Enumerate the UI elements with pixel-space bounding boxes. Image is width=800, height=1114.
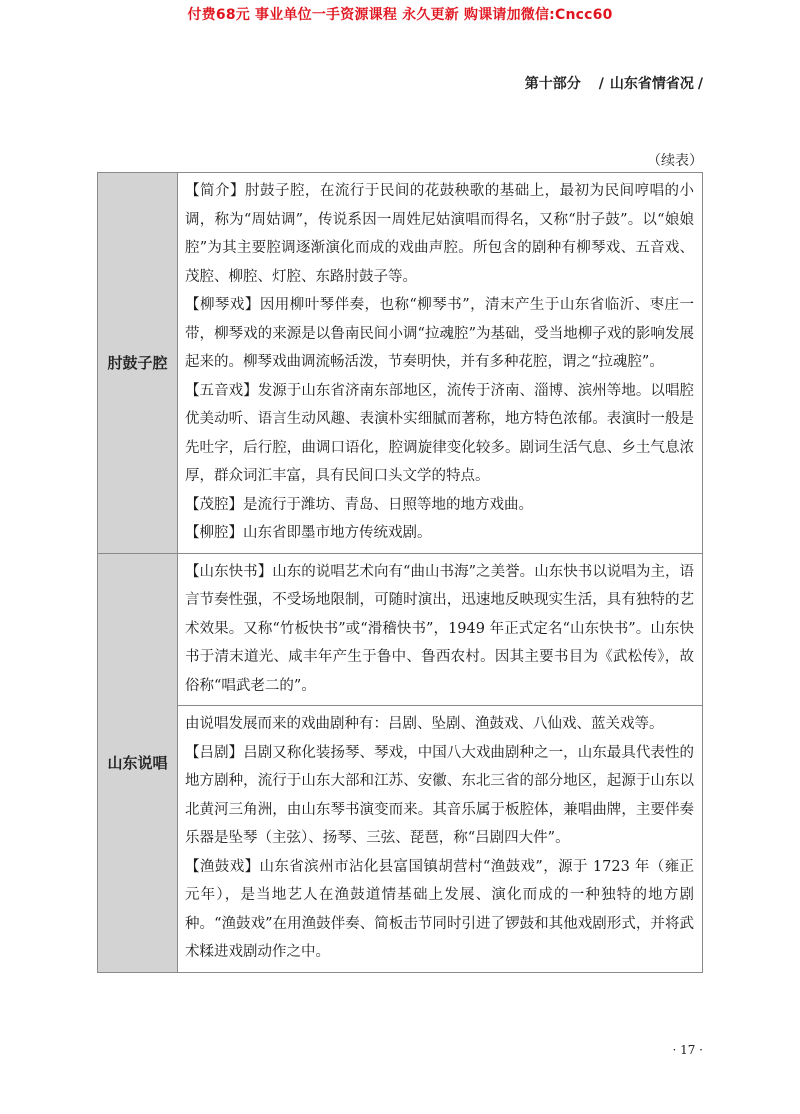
entry-tag: 【渔鼓戏】 — [185, 858, 260, 875]
entry-tag: 【简介】 — [185, 183, 245, 199]
entry-text: 山东省滨州市沾化县富国镇胡营村“渔鼓戏”，源于 1723 年（雍正元年），是当地艺人在渔鼓道情基础上发展、演化而成的一种独特的地方剧种。“渔鼓戏”在用渔鼓伴奏、简板击节同时引进了锣鼓和其他戏剧形式，并将武术糅进戏剧动作之中。 — [185, 858, 695, 960]
entry-paragraph — [185, 377, 694, 491]
entry-text: 因用柳叶琴伴奏，也称“柳琴书”，清末产生于山东省临沂、枣庄一带，柳琴戏的来源是以鲁南民间小调“拉魂腔”为基础，受当地柳子戏的影响发展起来的。柳琴戏曲调流畅活泼，节奏明快，并有多种花腔，谓之“拉魂腔”。 — [185, 297, 695, 370]
entry-paragraph — [185, 491, 694, 520]
entry-text: 吕剧又称化装扬琴、琴戏，中国八大戏曲剧种之一，山东最具代表性的地方剧种，流行于山东大部和江苏、安徽、东北三省的部分地区，起源于山东以北黄河三角洲，由山东琴书演变而来。其音乐属于板腔体，兼唱曲牌，主要伴奏乐器是坠琴（主弦）、扬琴、三弦、琵琶，称“吕剧四大件”。 — [185, 744, 695, 846]
entry-paragraph — [185, 291, 694, 377]
section-title: 山东省情省况 — [609, 76, 694, 92]
section-header: 第十部分 / 山东省情省况 / — [524, 76, 703, 92]
table-row — [98, 553, 703, 706]
entry-text: 山东省即墨市地方传统戏剧。 — [243, 525, 432, 541]
entry-tag: 【五音戏】 — [185, 382, 258, 399]
entry-tag: 【吕剧】 — [185, 744, 244, 761]
entry-text: 山东的说唱艺术向有“曲山书海”之美誉。山东快书以说唱为主，语言节奏性强，不受场地限制，可随时演出，迅速地反映现实生活，具有独特的艺术效果。又称“竹板快书”或“滑稽快书”，1949 年正式定名“山东快书”。山东快书于清末道光、咸丰年产生于鲁中、鲁西农村。因其主要书目为《武松传》，故俗称“唱武老二的”。 — [185, 563, 695, 694]
watermark-text: 付费68元 事业单位一手资源课程 永久更新 购课请加微信:Cncc60 — [187, 7, 613, 23]
content-cell — [178, 706, 703, 973]
entry-paragraph — [185, 519, 694, 548]
entry-tag: 【柳腔】 — [185, 525, 243, 541]
entry-tag: 【山东快书】 — [185, 563, 273, 580]
entry-paragraph — [185, 710, 694, 739]
page-number: · 17 · — [672, 1043, 703, 1057]
category-cell: 肘鼓子腔 — [98, 173, 178, 554]
entry-tag: 【茂腔】 — [185, 496, 243, 513]
continued-label: （续表） — [647, 153, 703, 169]
entry-text: 是流行于潍坊、青岛、日照等地的地方戏曲。 — [243, 496, 533, 513]
entry-tag: 【柳琴戏】 — [185, 297, 260, 313]
table-row — [98, 706, 703, 973]
entry-text: 肘鼓子腔，在流行于民间的花鼓秧歌的基础上，最初为民间哼唱的小调，称为“周姑调”，传说系因一周姓尼姑演唱而得名，又称“肘子鼓”。以“娘娘腔”为其主要腔调逐渐演化而成的戏曲声腔。所包含的剧种有柳琴戏、五音戏、茂腔、柳腔、灯腔、东路肘鼓子等。 — [185, 183, 695, 285]
section-label: 第十部分 — [524, 76, 581, 92]
entry-paragraph — [185, 853, 694, 967]
entry-paragraph — [185, 739, 694, 853]
category-cell: 山东说唱 — [98, 553, 178, 972]
table-row — [98, 173, 703, 554]
entry-paragraph — [185, 558, 694, 701]
entry-text: 由说唱发展而来的戏曲剧种有：吕剧、坠剧、渔鼓戏、八仙戏、蓝关戏等。 — [185, 716, 664, 732]
entry-paragraph — [185, 177, 694, 291]
entry-text: 发源于山东省济南东部地区，流传于济南、淄博、滨州等地。以唱腔优美动听、语言生动风趣、表演朴实细腻而著称，地方特色浓郁。表演时一般是先吐字，后行腔，曲调口语化，腔调旋律变化较多。剧词生活气息、乡土气息浓厚，群众词汇丰富，具有民间口头文学的特点。 — [185, 382, 695, 484]
info-table — [97, 172, 703, 973]
content-cell — [178, 173, 703, 554]
content-cell — [178, 553, 703, 706]
